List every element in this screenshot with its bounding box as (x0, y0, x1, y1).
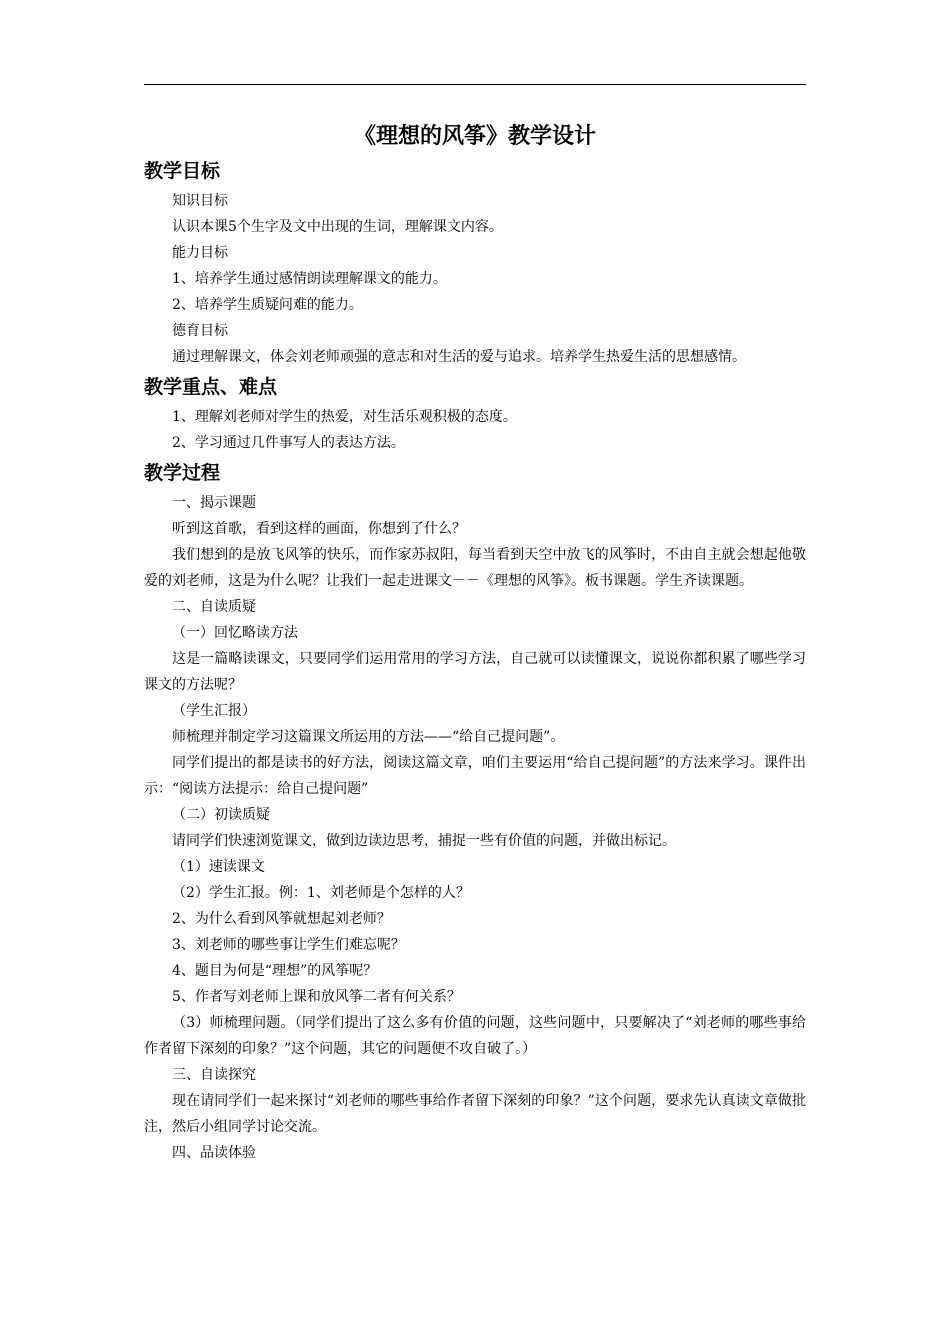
header-rule (144, 84, 806, 85)
paragraph: 能力目标 (172, 245, 228, 261)
paragraph: 这是一篇略读课文，只要同学们运用常用的学习方法，自己就可以读懂课文，说说你都积累了哪些学习课文的方法呢？ (144, 651, 806, 693)
paragraph: （二）初读质疑 (172, 807, 270, 823)
paragraph: 现在请同学们一起来探讨“刘老师的哪些事给作者留下深刻的印象？”这个问题，要求先认真读文章做批注，然后小组同学讨论交流。 (144, 1093, 806, 1135)
paragraph: 2、培养学生质疑问难的能力。 (172, 297, 363, 313)
paragraph: 二、自读质疑 (172, 599, 256, 615)
paragraph: （1）速读课文 (172, 859, 265, 875)
paragraph: 2、学习通过几件事写人的表达方法。 (172, 435, 405, 451)
paragraph: 听到这首歌，看到这样的画面，你想到了什么？ (172, 521, 466, 537)
section-heading-process: 教学过程 (144, 462, 221, 484)
paragraph: 请同学们快速浏览课文，做到边读边思考，捕捉一些有价值的问题，并做出标记。 (172, 833, 676, 849)
paragraph: 四、品读体验 (172, 1145, 256, 1161)
paragraph: （一）回忆略读方法 (172, 625, 298, 641)
paragraph: （3）师梳理问题。（同学们提出了这么多有价值的问题，这些问题中，只要解决了“刘老师的哪些事给作者留下深刻的印象？”这个问题，其它的问题便不攻自破了。） (144, 1015, 806, 1057)
paragraph: （学生汇报） (172, 703, 256, 719)
paragraph: 2、为什么看到风筝就想起刘老师？ (172, 911, 391, 927)
paragraph: 我们想到的是放飞风筝的快乐，而作家苏叔阳，每当看到天空中放飞的风筝时，不由自主就会想起他敬爱的刘老师，这是为什么呢？让我们一起走进课文－－《理想的风筝》。板书课题。学生齐读课题。 (144, 547, 806, 589)
paragraph: （2）学生汇报。例：1、刘老师是个怎样的人？ (172, 885, 470, 901)
document-title: 《理想的风筝》教学设计 (353, 124, 596, 149)
section-heading-goals: 教学目标 (144, 160, 221, 182)
paragraph: 通过理解课文，体会刘老师顽强的意志和对生活的爱与追求。培养学生热爱生活的思想感情。 (172, 349, 746, 365)
paragraph: 知识目标 (172, 193, 228, 209)
paragraph: 1、理解刘老师对学生的热爱，对生活乐观积极的态度。 (172, 409, 517, 425)
paragraph: 师梳理并制定学习这篇课文所运用的方法——“给自己提问题”。 (172, 729, 565, 745)
paragraph: 认识本课5个生字及文中出现的生词，理解课文内容。 (172, 219, 503, 235)
paragraph: 5、作者写刘老师上课和放风筝二者有何关系？ (172, 989, 461, 1005)
document-page (144, 120, 806, 1166)
paragraph: 同学们提出的都是读书的好方法，阅读这篇文章，咱们主要运用“给自己提问题”的方法来学习。课件出示：“阅读方法提示：给自己提问题” (144, 755, 806, 797)
paragraph: 4、题目为何是“理想”的风筝呢？ (172, 963, 378, 979)
section-heading-key-points: 教学重点、难点 (144, 376, 278, 398)
paragraph: 一、揭示课题 (172, 495, 256, 511)
paragraph: 德育目标 (172, 323, 228, 339)
paragraph: 3、刘老师的哪些事让学生们难忘呢？ (172, 937, 405, 953)
paragraph: 1、培养学生通过感情朗读理解课文的能力。 (172, 271, 447, 287)
paragraph: 三、自读探究 (172, 1067, 256, 1083)
